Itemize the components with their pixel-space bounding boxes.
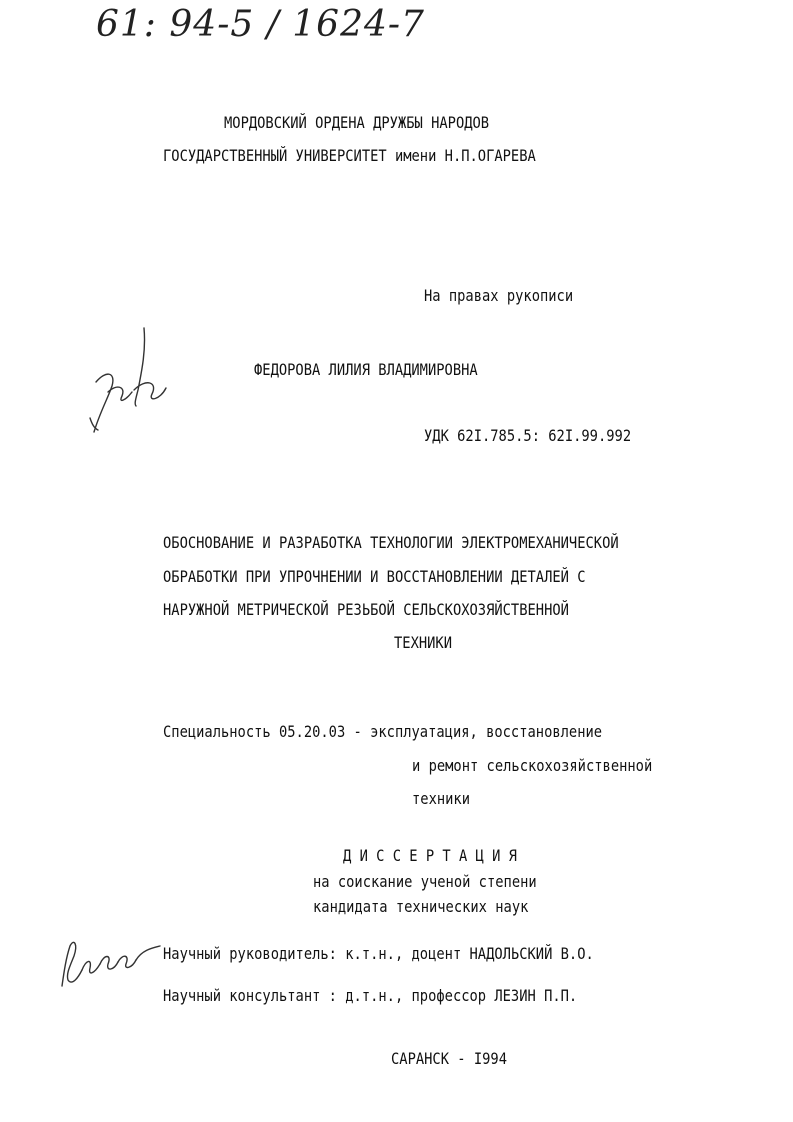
consultant-line: Научный консультант : д.т.н., профессор ЛЕЗИН П.П. bbox=[163, 986, 578, 1005]
degree-line-1: на соискание ученой степени bbox=[313, 872, 537, 891]
udc-code: УДК 62I.785.5: 62I.99.992 bbox=[424, 426, 632, 445]
place-year: САРАНСК - I994 bbox=[391, 1049, 507, 1068]
supervisor-line: Научный руководитель: к.т.н., доцент НАДОЛЬСКИЙ В.О. bbox=[163, 944, 594, 963]
archive-mark: 61: 94-5 / 1624-7 bbox=[96, 4, 425, 45]
institution-line-2: ГОСУДАРСТВЕННЫЙ УНИВЕРСИТЕТ имени Н.П.ОГАРЕВА bbox=[163, 146, 536, 165]
title-line-4: ТЕХНИКИ bbox=[394, 633, 452, 652]
specialty-line-3: техники bbox=[412, 789, 470, 808]
manuscript-note: На правах рукописи bbox=[424, 286, 574, 305]
supervisor-signature bbox=[56, 934, 166, 994]
author-signature bbox=[86, 320, 176, 440]
author-name: ФЕДОРОВА ЛИЛИЯ ВЛАДИМИРОВНА bbox=[254, 360, 478, 379]
specialty-line-2: и ремонт сельскохозяйственной bbox=[412, 756, 653, 775]
title-line-3: НАРУЖНОЙ МЕТРИЧЕСКОЙ РЕЗЬБОЙ СЕЛЬСКОХОЗЯЙСТВЕННОЙ bbox=[163, 600, 569, 619]
title-line-1: ОБОСНОВАНИЕ И РАЗРАБОТКА ТЕХНОЛОГИИ ЭЛЕКТРОМЕХАНИЧЕСКОЙ bbox=[163, 533, 619, 552]
institution-line-1: МОРДОВСКИЙ ОРДЕНА ДРУЖБЫ НАРОДОВ bbox=[224, 113, 490, 132]
degree-line-2: кандидата технических наук bbox=[313, 897, 529, 916]
specialty-line-1: Специальность 05.20.03 - эксплуатация, восстановление bbox=[163, 722, 603, 741]
title-line-2: ОБРАБОТКИ ПРИ УПРОЧНЕНИИ И ВОССТАНОВЛЕНИИ ДЕТАЛЕЙ С bbox=[163, 567, 586, 586]
degree-heading: Д И С С Е Р Т А Ц И Я bbox=[343, 846, 517, 865]
